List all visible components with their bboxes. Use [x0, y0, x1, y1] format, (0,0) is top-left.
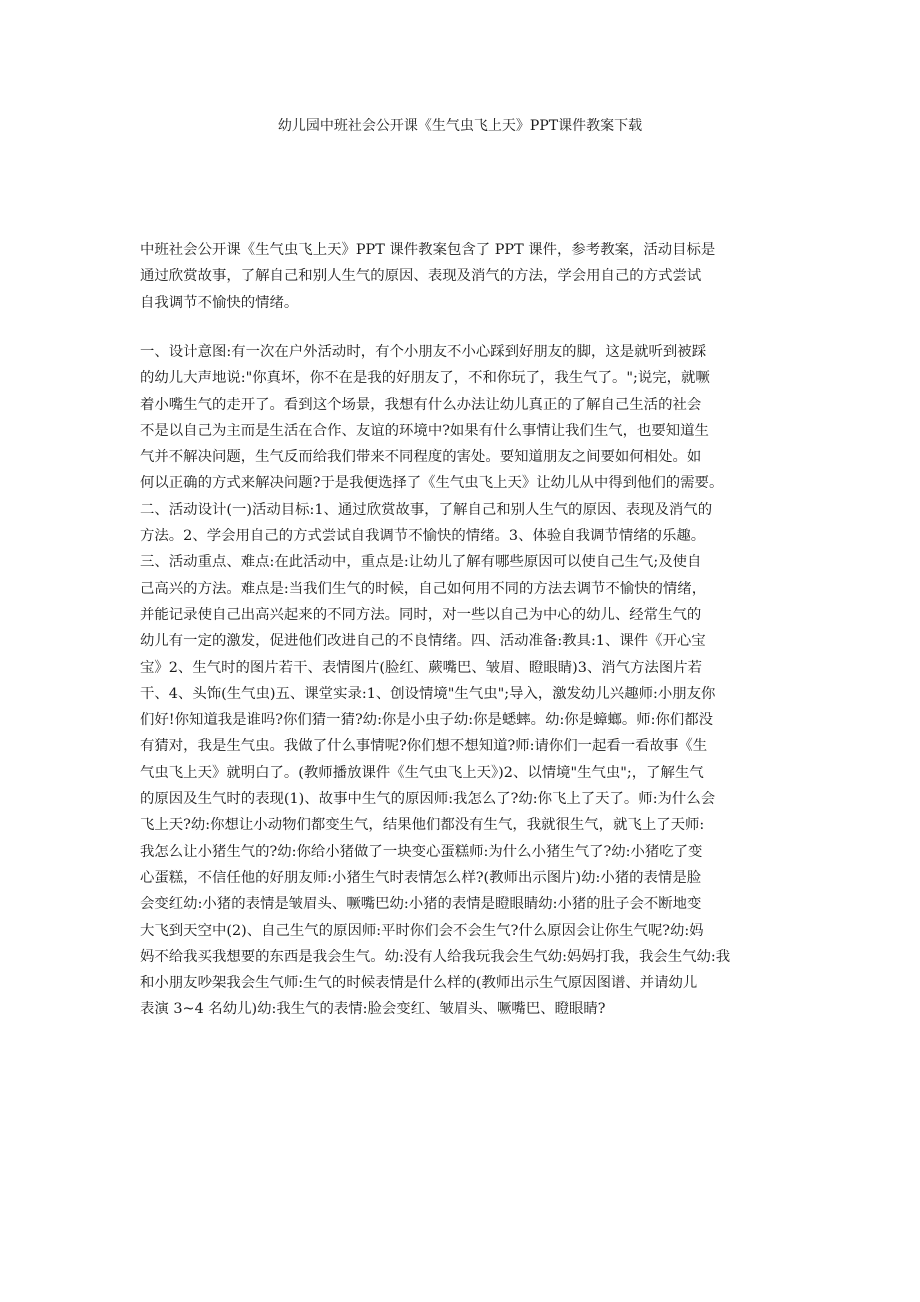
- text-line: 幼儿有一定的激发，促进他们改进自己的不良情绪。四、活动准备:教具:1、课件《开心宝: [140, 633, 706, 650]
- text-line: 气虫飞上天》就明白了。(教师播放课件《生气虫飞上天》)2、以情境"生气虫";，了解生气: [140, 764, 704, 781]
- text-line: 会变红幼:小猪的表情是皱眉头、噘嘴巴幼:小猪的表情是瞪眼睛幼:小猪的肚子会不断地变: [140, 896, 702, 913]
- text-line: 的幼儿大声地说:"你真坏，你不在是我的好朋友了，不和你玩了，我生气了。";说完，就噘: [140, 370, 710, 387]
- text-line: 大飞到天空中(2)、自己生气的原因师:平时你们会不会生气?什么原因会让你生气呢?幼:妈: [140, 922, 704, 939]
- text-line: 宝》2、生气时的图片若干、表情图片(脸红、蕨嘴巴、皱眉、瞪眼睛)3、消气方法图片若: [140, 659, 702, 676]
- text-line: 一、设计意图:有一次在户外活动时，有个小朋友不小心踩到好朋友的脚，这是就听到被踩: [140, 344, 707, 360]
- text-line: 我怎么让小猪生气的?幼:你给小猪做了一块变心蛋糕师:为什么小猪生气了?幼:小猪吃了变: [140, 843, 703, 860]
- text-line: 着小嘴生气的走开了。看到这个场景，我想有什么办法让幼儿真正的了解自己生活的社会: [140, 396, 702, 413]
- text-line: 们好!你知道我是谁吗?你们猜一猜?幼:你是小虫子幼:你是蟋蟀。幼:你是蟑螂。师:你们都没: [140, 712, 714, 729]
- text-line: 何以正确的方式来解决问题?于是我便选择了《生气虫飞上天》让幼儿从中得到他们的需要。: [140, 475, 724, 492]
- text-line: 表演 3~4 名幼儿)幼:我生气的表情:脸会变红、皱眉头、噘嘴巴、瞪眼睛?: [140, 1001, 606, 1018]
- body-paragraph: [140, 339, 785, 1023]
- text-line: 自我调节不愉快的情绪。: [140, 294, 299, 311]
- text-line: 并能记录使自己出高兴起来的不同方法。同时，对一些以自己为中心的幼儿、经常生气的: [140, 606, 702, 623]
- text-line: 三、活动重点、难点:在此活动中，重点是:让幼儿了解有哪些原因可以使自己生气;及使自: [140, 554, 702, 571]
- intro-paragraph: [140, 237, 785, 316]
- text-line: 方法。2、学会用自己的方式尝试自我调节不愉快的情绪。3、体验自我调节情绪的乐趣。: [140, 528, 706, 545]
- text-line: 二、活动设计(一)活动目标:1、通过欣赏故事，了解自己和别人生气的原因、表现及消气的: [140, 501, 713, 518]
- text-line: 气并不解决问题，生气反而给我们带来不同程度的害处。要知道朋友之间要如何相处。如: [140, 449, 702, 466]
- text-line: 飞上天?幼:你想让小动物们都变生气，结果他们都没有生气，我就很生气，就飞上了天师:: [140, 817, 705, 834]
- text-line: 心蛋糕，不信任他的好朋友师:小猪生气时表情怎么样?(教师出示图片)幼:小猪的表情是脸: [140, 869, 702, 886]
- text-line: 己高兴的方法。难点是:当我们生气的时候，自己如何用不同的方法去调节不愉快的情绪，: [140, 580, 707, 597]
- text-line: 有猜对，我是生气虫。我做了什么事情呢?你们想不想知道?师:请你们一起看一看故事《生: [140, 738, 708, 755]
- text-line: 的原因及生气时的表现(1)、故事中生气的原因师:我怎么了?幼:你飞上了天了。师:为什么会: [140, 791, 716, 808]
- text-line: 不是以自己为主而是生活在合作、友谊的环境中?如果有什么事情让我们生气，也要知道生: [140, 422, 709, 439]
- text-line: 和小朋友吵架我会生气师:生气的时候表情是什么样的(教师出示生气原因图谱、并请幼儿: [140, 975, 698, 992]
- text-line: 中班社会公开课《生气虫飞上天》PPT 课件教案包含了 PPT 课件，参考教案，活动目标是: [140, 242, 716, 258]
- text-line: 干、4、头饰(生气虫)五、课堂实录:1、创设情境"生气虫";导入，激发幼儿兴趣师:小朋友你: [140, 685, 716, 702]
- text-line: 妈不给我买我想要的东西是我会生气。幼:没有人给我玩我会生气幼:妈妈打我，我会生气幼:我: [140, 948, 731, 965]
- page-title: 幼儿园中班社会公开课《生气虫飞上天》PPT课件教案下载: [277, 118, 643, 134]
- text-line: 通过欣赏故事，了解自己和别人生气的原因、表现及消气的方法，学会用自己的方式尝试: [140, 268, 702, 285]
